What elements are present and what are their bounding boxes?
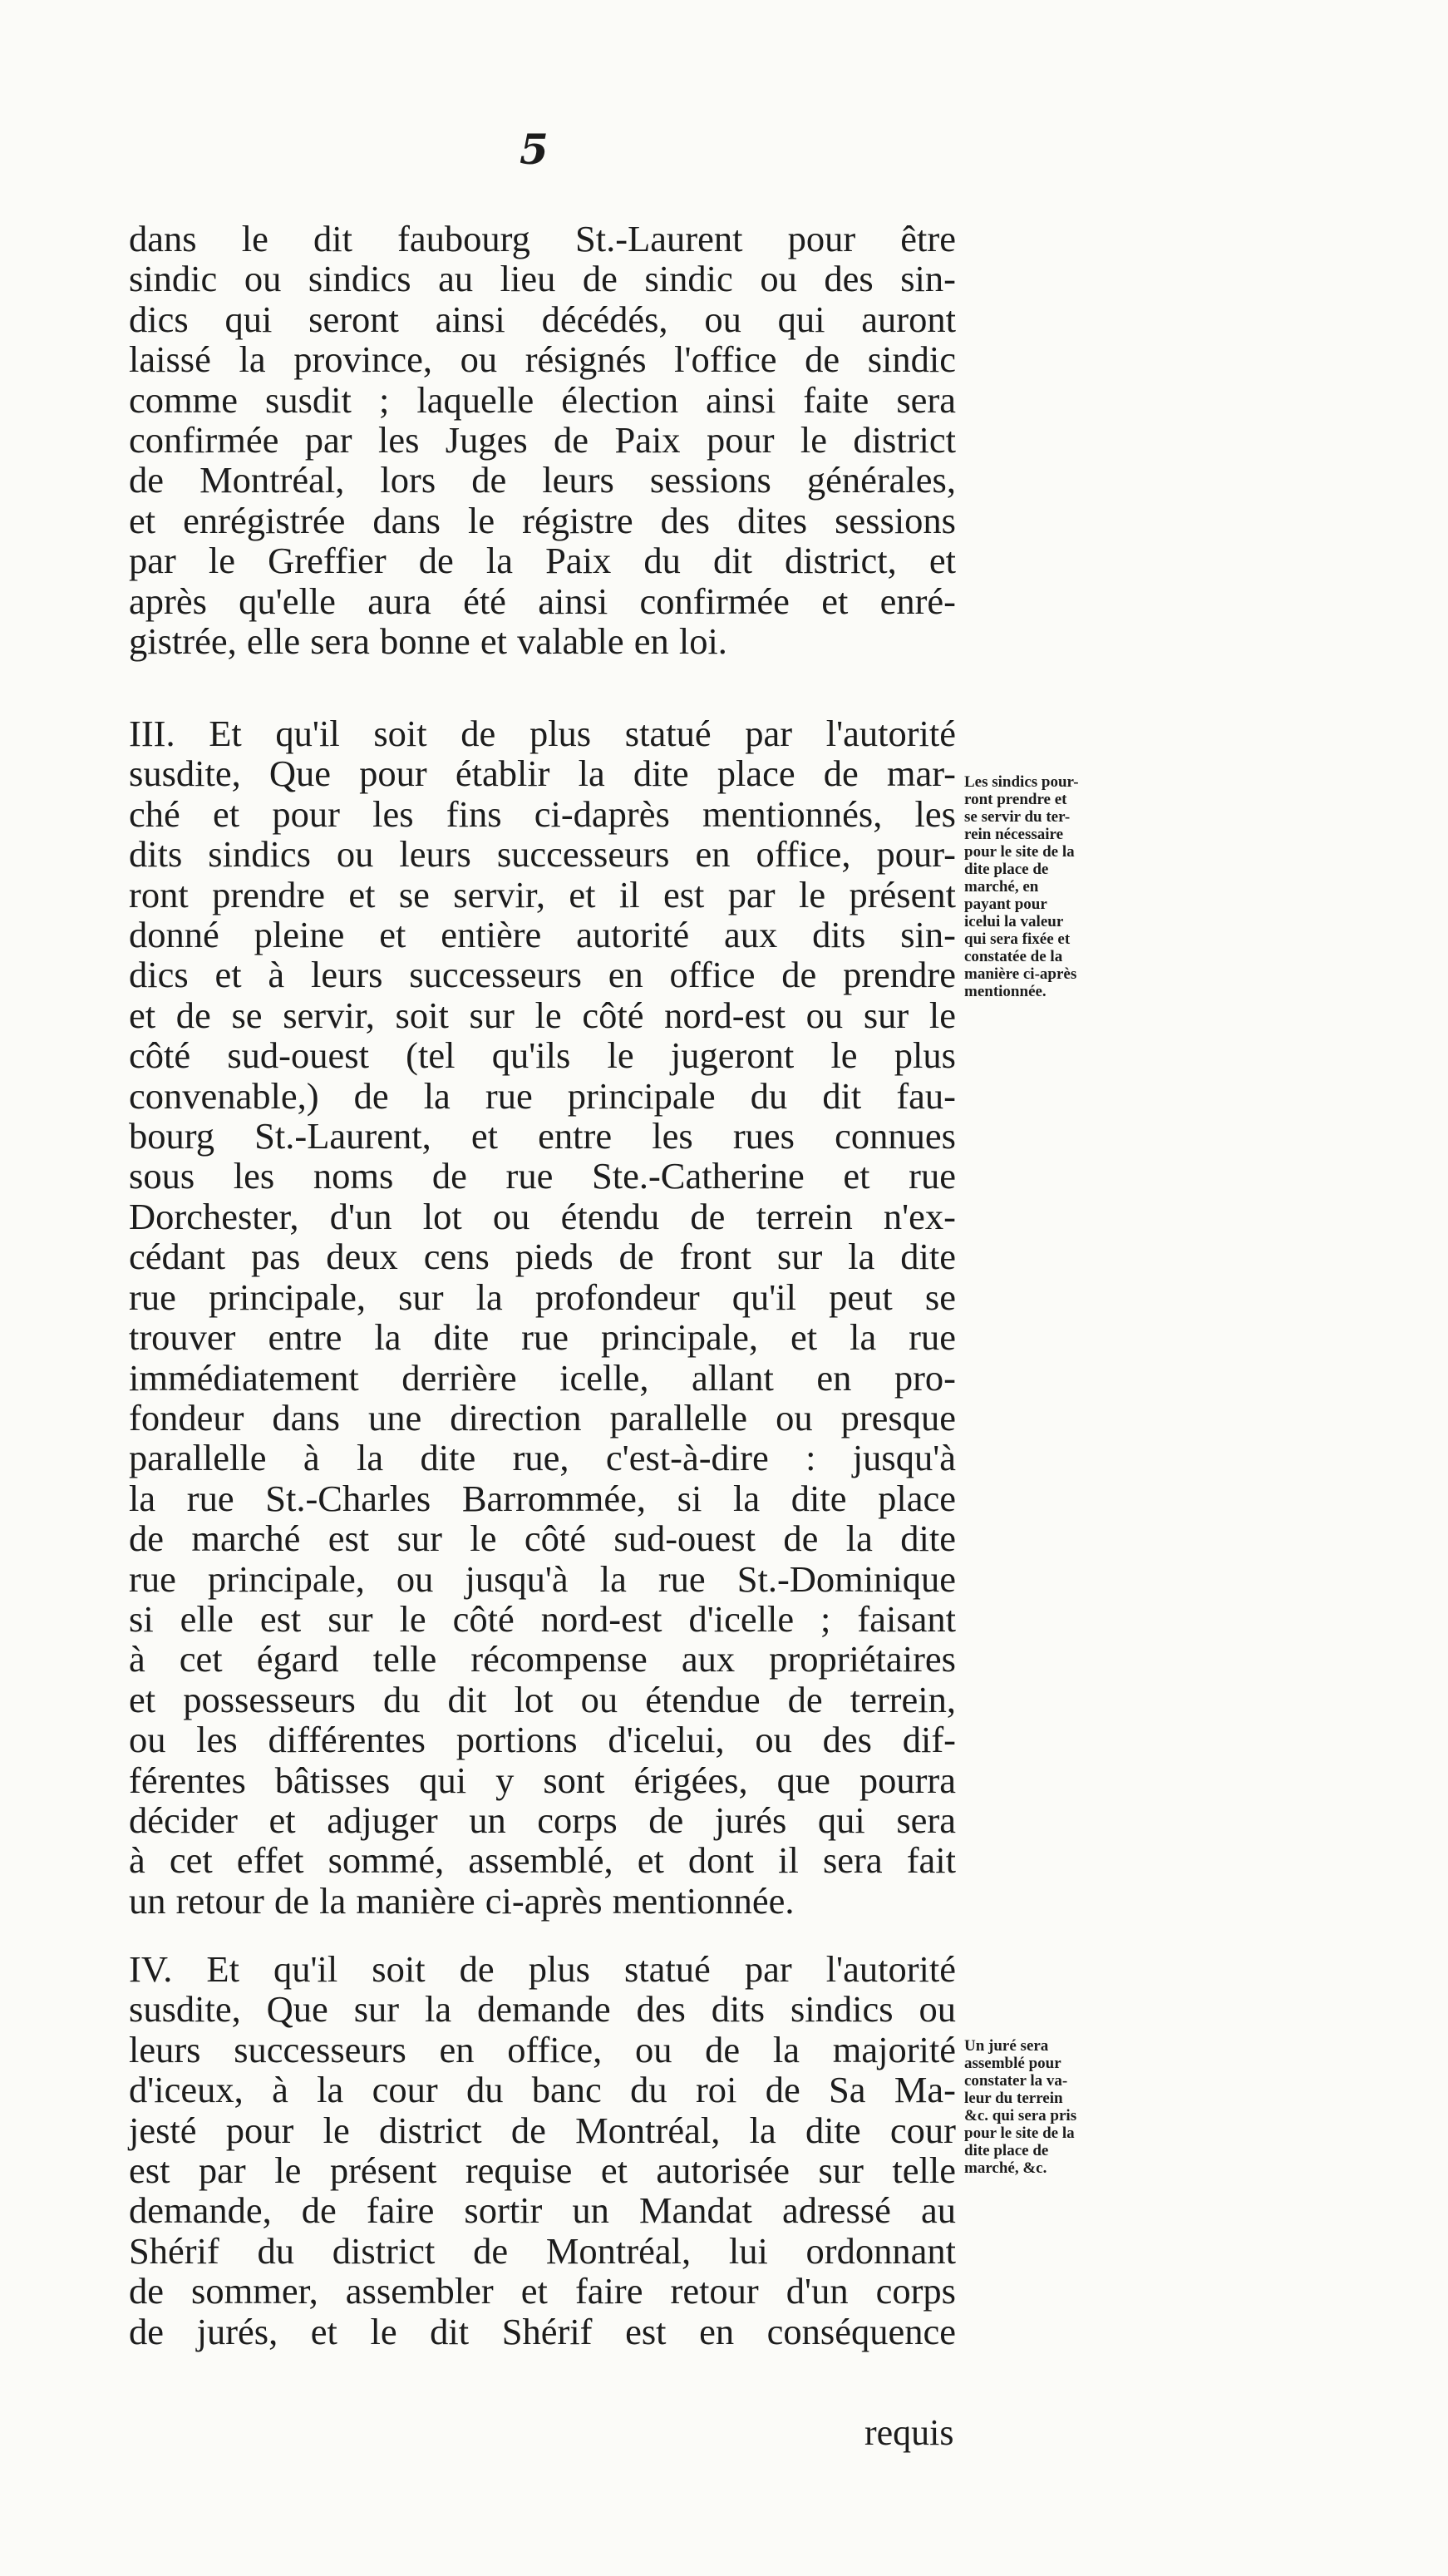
text-line: ché et pour les fins ci-daprès mentionnés, les	[129, 792, 956, 835]
catchword: requis	[864, 2412, 954, 2453]
text-line: après qu'elle aura été ainsi confirmée et enré-	[129, 580, 956, 622]
text-line: bourg St.-Laurent, et entre les rues connues	[129, 1115, 956, 1157]
note-line: marché, &c.	[964, 2159, 1047, 2177]
text-line: demande, de faire sortir un Mandat adressé au	[129, 2189, 956, 2232]
text-line: susdite, Que sur la demande des dits sindics ou	[129, 1988, 956, 2031]
text-line: ou les différentes portions d'icelui, ou des dif-	[129, 1719, 956, 1761]
note-line: dite place de	[964, 861, 1049, 878]
text-line: trouver entre la dite rue principale, et la rue	[129, 1316, 956, 1359]
text-line: férentes bâtisses qui y sont érigées, que pourra	[129, 1759, 956, 1801]
note-line: icelui la valeur	[964, 913, 1064, 930]
text-line: décider et adjuger un corps de jurés qui sera	[129, 1799, 956, 1841]
text-line: III. Et qu'il soit de plus statué par l'autorité	[129, 713, 956, 754]
text-line: cédant pas deux cens pieds de front sur la dite	[129, 1236, 956, 1278]
note-line: constatée de la	[964, 948, 1063, 965]
text-line: laissé la province, ou résignés l'office de sindic	[129, 338, 956, 381]
text-line: parallelle à la dite rue, c'est-à-dire : jusqu'à	[129, 1437, 956, 1479]
note-line: manière ci-après	[964, 965, 1077, 983]
text-line: et possesseurs du dit lot ou étendue de terrein,	[129, 1678, 956, 1720]
text-line: sous les noms de rue Ste.-Catherine et rue	[129, 1155, 956, 1197]
text-line: ront prendre et se servir, et il est par le présent	[129, 873, 956, 915]
note-line: se servir du ter-	[964, 808, 1071, 826]
note-line: constater la va-	[964, 2072, 1068, 2090]
text-line: par le Greffier de la Paix du dit district, et	[129, 540, 956, 582]
text-line: la rue St.-Charles Barrommée, si la dite place	[129, 1477, 956, 1519]
text-line: si elle est sur le côté nord-est d'icelle ; faisant	[129, 1597, 956, 1640]
text-line: rue principale, ou jusqu'à la rue St.-Dominique	[129, 1557, 956, 1600]
margin-note-section-iii	[964, 773, 1172, 1000]
text-line: est par le présent requise et autorisée sur telle	[129, 2149, 956, 2192]
note-line: pour le site de la	[964, 843, 1075, 861]
text-line: dics qui seront ainsi décédés, ou qui auront	[129, 298, 956, 340]
text-line: donné pleine et entière autorité aux dits sin-	[129, 914, 956, 956]
text-line: un retour de la manière ci-après mentionnée.	[129, 1879, 795, 1922]
note-line: rein nécessaire	[964, 826, 1064, 843]
text-line: de Montréal, lors de leurs sessions générales,	[129, 459, 956, 501]
text-line: dits sindics ou leurs successeurs en office, pour-	[129, 833, 956, 876]
text-line: immédiatement derrière icelle, allant en pro-	[129, 1356, 956, 1399]
text-line: gistrée, elle sera bonne et valable en loi.	[129, 620, 727, 663]
note-line: pour le site de la	[964, 2124, 1075, 2142]
note-line: payant pour	[964, 896, 1047, 913]
text-line: jesté pour le district de Montréal, la dite cour	[129, 2109, 956, 2151]
text-line: Dorchester, d'un lot ou étendu de terrein n'ex-	[129, 1195, 956, 1237]
paragraph-section-iv	[129, 1949, 956, 2351]
note-line: Les sindics pour-	[964, 773, 1079, 791]
text-line: de sommer, assembler et faire retour d'un corps	[129, 2270, 956, 2312]
note-line: ront prendre et	[964, 791, 1067, 808]
text-line: à cet égard telle récompense aux propriétaires	[129, 1638, 956, 1680]
paragraph-section-iii	[129, 713, 956, 1921]
text-line: sindic ou sindics au lieu de sindic ou des sin-	[129, 258, 956, 300]
text-line: à cet effet sommé, assemblé, et dont il sera fait	[129, 1839, 956, 1882]
text-line: côté sud-ouest (tel qu'ils le jugeront le plus	[129, 1034, 956, 1077]
margin-note-section-iv	[964, 2037, 1172, 2177]
text-line: Shérif du district de Montréal, lui ordonnant	[129, 2229, 956, 2272]
text-line: susdite, Que pour établir la dite place de mar-	[129, 753, 956, 795]
note-line: Un juré sera	[964, 2037, 1049, 2055]
text-line: dans le dit faubourg St.-Laurent pour être	[129, 218, 956, 259]
text-line: rue principale, sur la profondeur qu'il peut se	[129, 1276, 956, 1318]
note-line: marché, en	[964, 878, 1039, 896]
text-line: de marché est sur le côté sud-ouest de la dite	[129, 1517, 956, 1560]
text-line: comme susdit ; laquelle élection ainsi faite sera	[129, 378, 956, 421]
text-line: convenable,) de la rue principale du dit fau-	[129, 1074, 956, 1117]
text-line: IV. Et qu'il soit de plus statué par l'autorité	[129, 1948, 956, 1990]
note-line: dite place de	[964, 2142, 1049, 2159]
text-line: de jurés, et le dit Shérif est en conséquence	[129, 2310, 956, 2352]
note-line: mentionnée.	[964, 983, 1047, 1000]
page-number: 5	[520, 125, 549, 174]
text-line: d'iceux, à la cour du banc du roi de Sa Ma-	[129, 2069, 956, 2111]
note-line: &c. qui sera pris	[964, 2107, 1077, 2124]
note-line: assemblé pour	[964, 2055, 1061, 2072]
note-line: leur du terrein	[964, 2090, 1063, 2107]
text-line: confirmée par les Juges de Paix pour le district	[129, 419, 956, 461]
text-line: et de se servir, soit sur le côté nord-est ou sur le	[129, 994, 956, 1036]
paragraph-continuation	[129, 219, 956, 661]
text-line: leurs successeurs en office, ou de la majorité	[129, 2028, 956, 2070]
note-line: qui sera fixée et	[964, 930, 1071, 948]
text-line: dics et à leurs successeurs en office de prendre	[129, 954, 956, 996]
text-line: et enrégistrée dans le régistre des dites sessions	[129, 499, 956, 541]
text-line: fondeur dans une direction parallelle ou presque	[129, 1396, 956, 1439]
